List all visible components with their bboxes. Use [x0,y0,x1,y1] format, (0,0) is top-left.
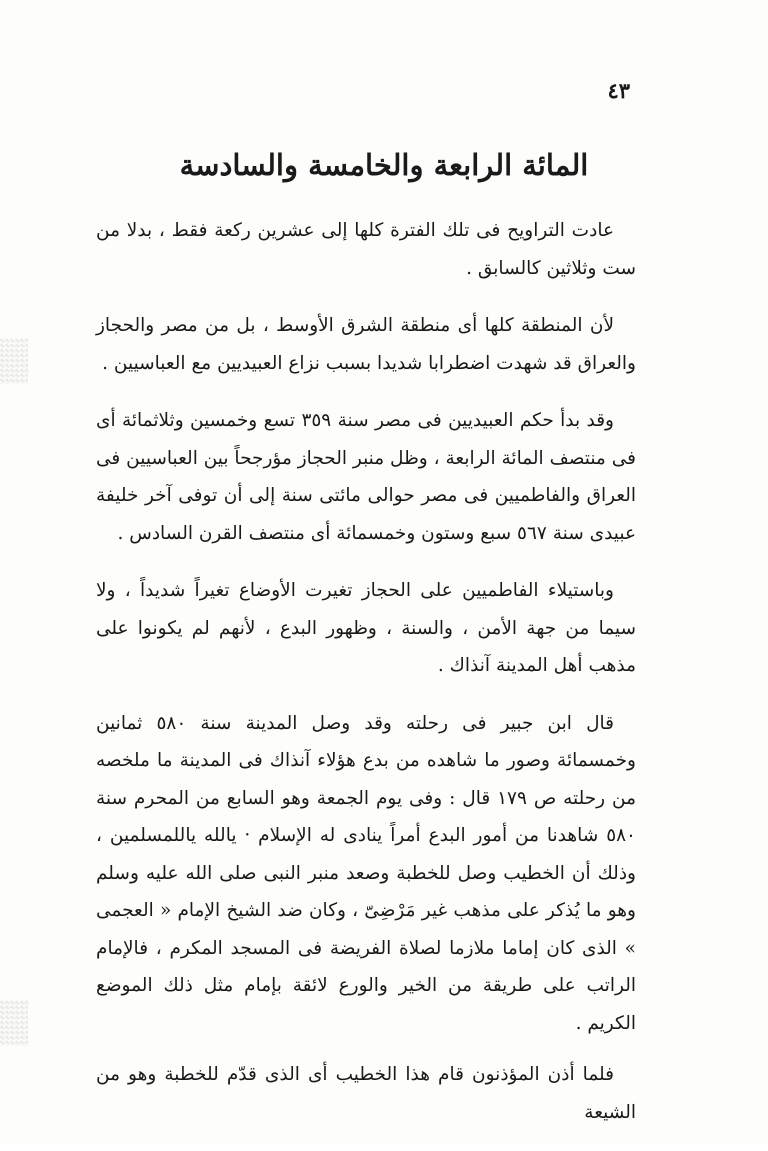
paragraph: وقد بدأ حكم العبيديين فى مصر سنة ٣٥٩ تسع وخمسين وثلاثمائة أى فى منتصف المائة الرابعة ، وظل منبر الحجاز مؤرجحاً بين العباسيين فى العراق والفاطميين فى مصر حوالى مائتى سنة إلى أن توفى آخر خليفة عبيدى سنة ٥٦٧ سبع وستون وخمسمائة أى منتصف القرن السادس . [96,410,636,544]
paragraph: عادت التراويح فى تلك الفترة كلها إلى عشرين ركعة فقط ، بدلا من ست وثلاثين كالسابق . [96,220,636,279]
page-number: ٤٣ [607,78,630,103]
chapter-title: المائة الرابعة والخامسة والسادسة [179,148,589,182]
scan-artifact [0,1000,28,1046]
paragraph: فلما أذن المؤذنون قام هذا الخطيب أى الذى قدّم للخطبة وهو من الشيعة [96,1064,636,1123]
paragraph: لأن المنطقة كلها أى منطقة الشرق الأوسط ، بل من مصر والحجاز والعراق قد شهدت اضطرابا شديدا بسبب نزاع العبيديين مع العباسيين . [96,315,636,374]
paragraph: قال ابن جبير فى رحلته وقد وصل المدينة سنة ٥٨٠ ثمانين وخمسمائة وصور ما شاهده من بدع هؤلاء آنذاك فى المدينة ما ملخصه من رحلته ص ١٧٩ قال : وفى يوم الجمعة وهو السابع من المحرم سنة ٥٨٠ شاهدنا من أمور البدع أمراً ينادى له الإسلام · يالله ياللمسلمين ، وذلك أن الخطيب وصل للخطبة وصعد منبر النبى صلى الله عليه وسلم وهو ما يُذكر على مذهب غير مَرْضِىّ ، وكان ضد الشيخ الإمام « العجمى » الذى كان إماما ملازما لصلاة الفريضة فى المسجد المكرم ، فالإمام الراتب على طريقة من الخير والورع لائقة بإمام مثل ذلك الموضع الكريم . [96,712,636,1034]
paragraph: وباستيلاء الفاطميين على الحجاز تغيرت الأوضاع تغيراً شديداً ، ولا سيما من جهة الأمن ، والسنة ، وظهور البدع ، لأنهم لم يكونوا على مذهب أهل المدينة آنذاك . [96,580,636,676]
body-text [96,212,636,1151]
scan-artifact [0,338,28,384]
